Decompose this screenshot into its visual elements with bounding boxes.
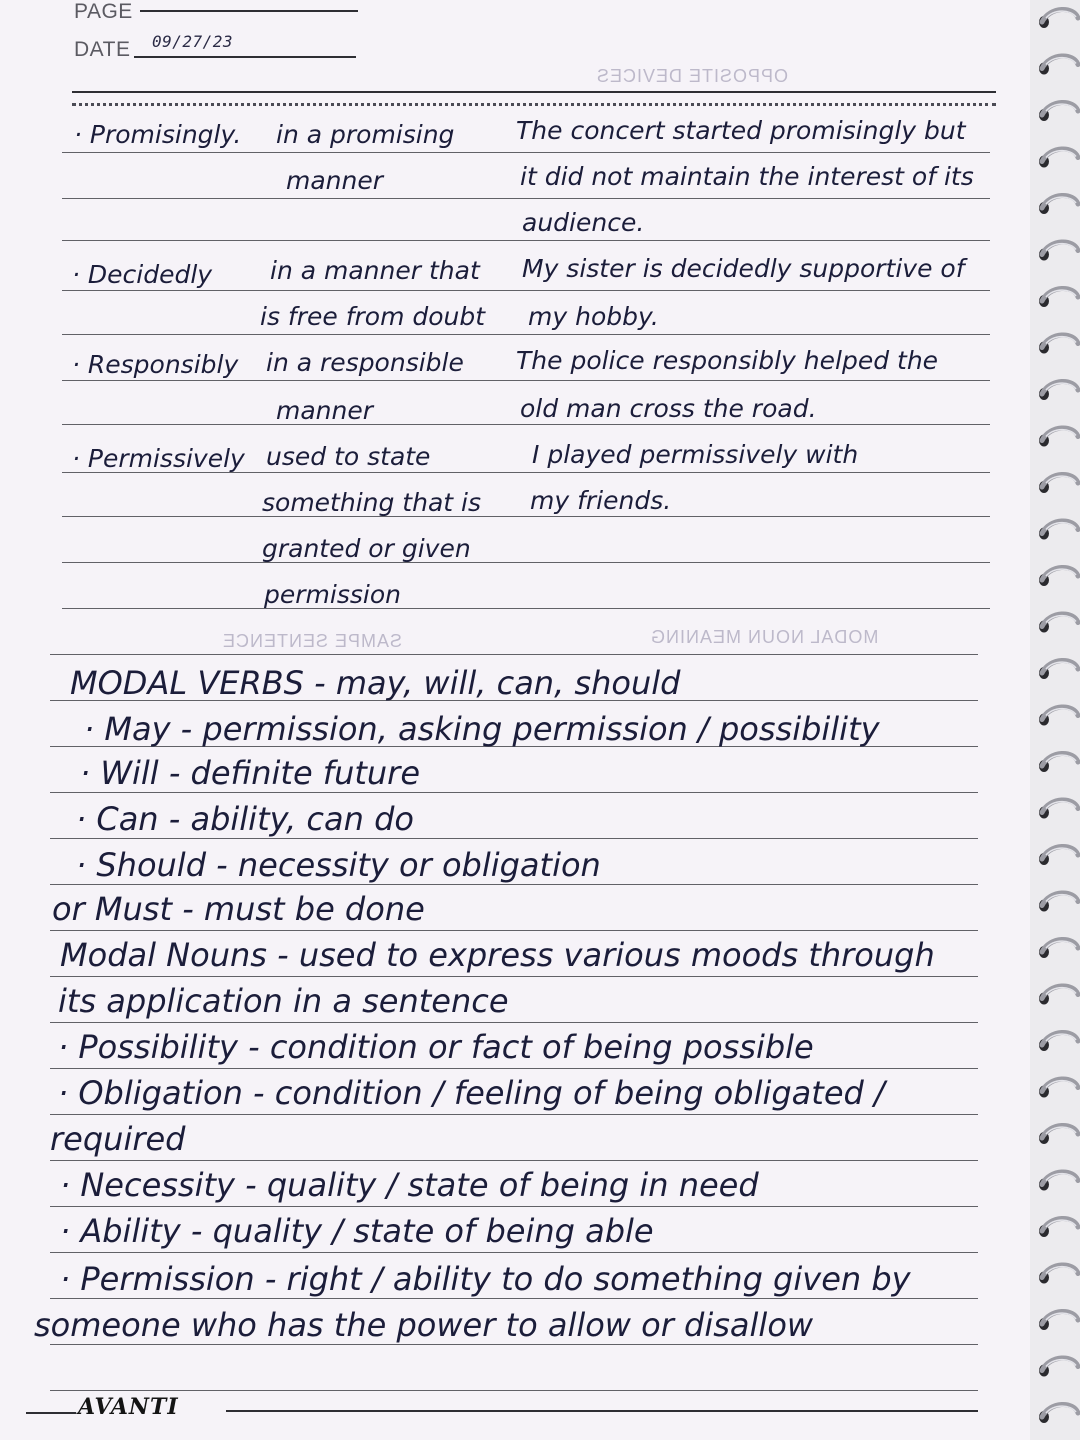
meaning-line: something that is: [262, 488, 481, 517]
note-line: · Ability - quality / state of being able: [60, 1212, 654, 1250]
bleed-through-mid-right: MODAL NOUN MEANING: [650, 627, 879, 647]
sentence-line: The concert started promisingly but: [516, 116, 966, 145]
rule-line: [50, 1298, 978, 1299]
meaning-line: in a responsible: [266, 348, 464, 377]
rule-line: [50, 930, 978, 931]
note-line: its application in a sentence: [58, 982, 509, 1020]
page-underline: [140, 10, 358, 12]
rule-line: [50, 838, 978, 839]
note-line: · Necessity - quality / state of being in need: [60, 1166, 759, 1204]
word-permissively: · Permissively: [72, 444, 245, 473]
sentence-line: The police responsibly helped the: [516, 346, 939, 375]
rule-line: [50, 1022, 978, 1023]
page-label: PAGE: [74, 0, 133, 23]
date-value: 09/27/23: [152, 32, 234, 51]
rule-line: [50, 654, 978, 655]
note-line: · Should - necessity or obligation: [76, 846, 601, 884]
rule-line: [50, 1114, 978, 1115]
meaning-line: granted or given: [262, 534, 471, 563]
sentence-line: my friends.: [530, 486, 672, 515]
top-rule: [72, 91, 996, 93]
rule-line: [50, 1252, 978, 1253]
rule-line: [62, 240, 990, 241]
rule-line: [62, 562, 990, 563]
rule-line: [50, 884, 978, 885]
sentence-line: I played permissively with: [532, 440, 859, 469]
spiral-binding: [1030, 0, 1080, 1440]
sentence-line: audience.: [522, 208, 645, 237]
rule-line: [50, 976, 978, 977]
rule-line: [62, 198, 990, 199]
note-line: required: [50, 1120, 186, 1158]
rule-line: [62, 290, 990, 291]
note-line: · Can - ability, can do: [76, 800, 414, 838]
note-line: · Permission - right / ability to do something given by: [60, 1260, 911, 1298]
note-line: or Must - must be done: [52, 890, 425, 928]
note-line: · Will - definite future: [80, 754, 421, 792]
note-line: · Possibility - condition or fact of being possible: [58, 1028, 814, 1066]
rule-line: [50, 1206, 978, 1207]
sentence-line: it did not maintain the interest of its: [520, 162, 974, 191]
word-decidedly: · Decidedly: [72, 260, 213, 289]
rule-line: [62, 152, 990, 153]
date-underline: [134, 56, 356, 58]
note-line: Modal Nouns - used to express various moods through: [60, 936, 935, 974]
rule-line: [62, 424, 990, 425]
sentence-line: old man cross the road.: [520, 394, 817, 423]
bleed-through-top: OPPOSITE DEVICES: [596, 66, 789, 86]
meaning-line: used to state: [266, 442, 431, 471]
rule-line: [50, 1390, 978, 1391]
rule-line: [50, 1068, 978, 1069]
note-line: MODAL VERBS - may, will, can, should: [70, 664, 681, 702]
rule-line: [50, 1160, 978, 1161]
avanti-logo: AVANTI: [78, 1394, 179, 1420]
rule-line: [50, 1344, 978, 1345]
sentence-line: My sister is decidedly supportive of: [522, 254, 965, 283]
footer-rule: [226, 1410, 978, 1412]
rule-line: [62, 334, 990, 335]
meaning-line: in a promising: [276, 120, 455, 149]
rule-line: [62, 516, 990, 517]
footer-rule-left: [26, 1412, 76, 1414]
meaning-line: manner: [276, 396, 374, 425]
note-line: someone who has the power to allow or disallow: [34, 1306, 814, 1344]
dotted-rule: [72, 103, 996, 107]
rule-line: [62, 608, 990, 609]
bleed-through-mid-left: SAMPE SENTENCE: [222, 631, 403, 651]
meaning-line: permission: [264, 580, 401, 609]
rule-line: [62, 380, 990, 381]
meaning-line: in a manner that: [270, 256, 480, 285]
meaning-line: manner: [286, 166, 384, 195]
note-line: · Obligation - condition / feeling of being obligated /: [58, 1074, 885, 1112]
rule-line: [50, 792, 978, 793]
note-line: · May - permission, asking permission / possibility: [84, 710, 880, 748]
date-label: DATE 09/27/23: [74, 32, 234, 61]
word-responsibly: · Responsibly: [72, 350, 239, 379]
meaning-line: is free from doubt: [260, 302, 486, 331]
sentence-line: my hobby.: [528, 302, 659, 331]
word-promisingly: · Promisingly.: [74, 120, 242, 149]
